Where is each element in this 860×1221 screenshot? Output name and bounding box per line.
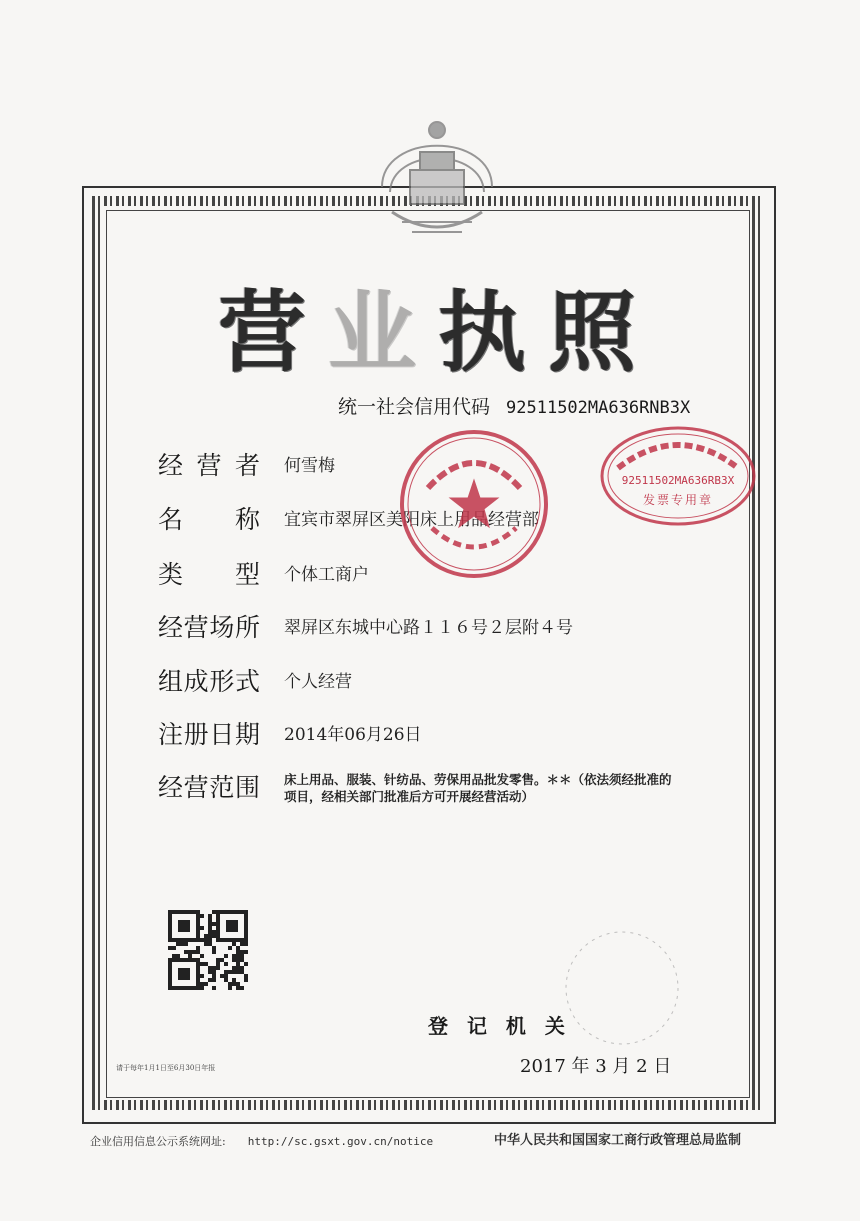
field-business-scope <box>158 768 674 816</box>
field-value: 2014年06月26日 <box>284 725 422 745</box>
credit-code-label: 统一社会信用代码 <box>338 396 491 418</box>
footer-website <box>90 1132 510 1152</box>
field-value: 个体工商户 <box>284 565 369 585</box>
title-char: 照 <box>547 281 642 384</box>
registration-authority: 登 记 机 关 <box>428 1014 571 1038</box>
field-type <box>158 555 369 595</box>
annual-report-note: 请于每年1月1日至6月30日年报 <box>116 1064 216 1072</box>
invoice-seal-code: 92511502MA636RB3X <box>621 474 735 487</box>
field-label: 组成形式 <box>158 667 260 696</box>
national-emblem-icon <box>362 92 512 252</box>
field-label: 名称 <box>158 505 260 534</box>
field-value: 翠屏区东城中心路１１６号２层附４号 <box>284 618 573 638</box>
field-label: 注册日期 <box>158 720 260 749</box>
footer-website-url: http://sc.gsxt.gov.cn/notice <box>247 1135 434 1148</box>
official-seal <box>398 428 550 580</box>
field-operator <box>158 446 335 486</box>
credit-code-value: 92511502MA636RNB3X <box>506 398 691 418</box>
field-composition <box>158 662 352 702</box>
issue-date: 2017 年 3 月 2 日 <box>520 1056 672 1077</box>
field-premises <box>158 608 573 648</box>
field-label: 类型 <box>158 560 260 589</box>
field-label: 经营场所 <box>158 613 260 642</box>
invoice-seal <box>598 424 758 528</box>
footer-website-label: 企业信用信息公示系统网址: <box>90 1135 226 1148</box>
title-char: 营 <box>217 281 312 384</box>
field-value: 何雪梅 <box>284 456 335 476</box>
license-title <box>200 278 660 388</box>
field-value: 个人经营 <box>284 672 352 692</box>
field-label: 经营范围 <box>158 773 260 802</box>
title-char: 业 <box>327 281 422 384</box>
qr-code-icon <box>168 910 248 990</box>
field-value: 宜宾市翠屏区美阳床上用品经营部 <box>284 510 539 530</box>
invoice-seal-text: 发票专用章 <box>642 493 714 507</box>
field-value: 床上用品、服装、针纺品、劳保用品批发零售。＊＊（依法须经批准的项目，经相关部门批准后方可开展经营活动） <box>284 772 672 804</box>
field-registration-date <box>158 715 422 755</box>
title-char: 执 <box>437 281 532 384</box>
footer-supervisor: 中华人民共和国国家工商行政管理总局监制 <box>494 1133 742 1148</box>
credit-code-row <box>338 392 758 422</box>
field-label: 经营者 <box>158 451 260 480</box>
